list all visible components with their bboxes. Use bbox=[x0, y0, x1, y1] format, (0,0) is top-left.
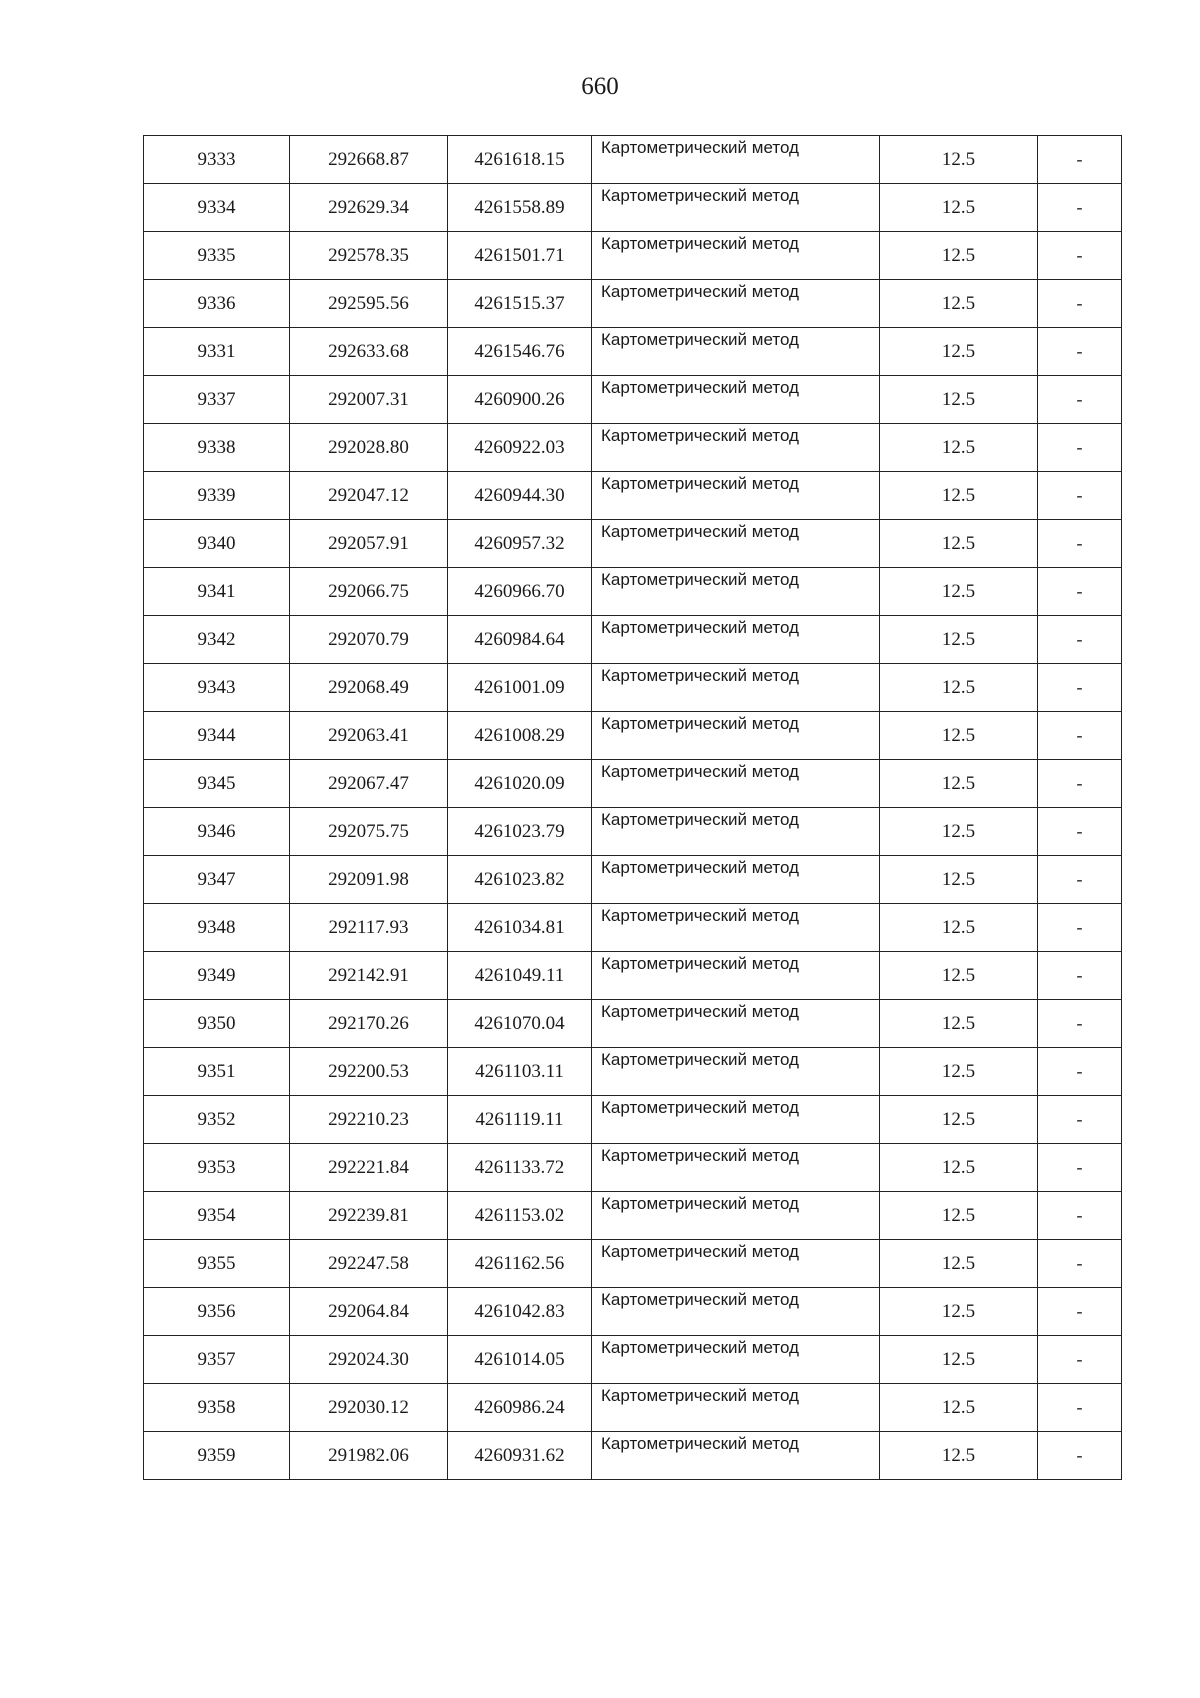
method-cell: Картометрический метод bbox=[592, 1336, 880, 1384]
x-coordinate-cell: 292067.47 bbox=[290, 760, 448, 808]
table-row bbox=[144, 904, 1122, 952]
note-cell: - bbox=[1038, 1144, 1122, 1192]
table-row bbox=[144, 520, 1122, 568]
method-cell: Картометрический метод bbox=[592, 328, 880, 376]
table-row bbox=[144, 808, 1122, 856]
y-coordinate-cell: 4261001.09 bbox=[448, 664, 592, 712]
method-cell: Картометрический метод bbox=[592, 1000, 880, 1048]
accuracy-cell: 12.5 bbox=[880, 472, 1038, 520]
table-row bbox=[144, 664, 1122, 712]
note-cell: - bbox=[1038, 280, 1122, 328]
method-cell: Картометрический метод bbox=[592, 760, 880, 808]
x-coordinate-cell: 292210.23 bbox=[290, 1096, 448, 1144]
method-cell: Картометрический метод bbox=[592, 808, 880, 856]
method-cell: Картометрический метод bbox=[592, 184, 880, 232]
accuracy-cell: 12.5 bbox=[880, 616, 1038, 664]
point-number-cell: 9344 bbox=[144, 712, 290, 760]
point-number-cell: 9351 bbox=[144, 1048, 290, 1096]
method-cell: Картометрический метод bbox=[592, 568, 880, 616]
accuracy-cell: 12.5 bbox=[880, 280, 1038, 328]
point-number-cell: 9333 bbox=[144, 136, 290, 184]
method-cell: Картометрический метод bbox=[592, 1288, 880, 1336]
x-coordinate-cell: 292142.91 bbox=[290, 952, 448, 1000]
coordinates-table bbox=[143, 135, 1122, 1480]
note-cell: - bbox=[1038, 1192, 1122, 1240]
point-number-cell: 9345 bbox=[144, 760, 290, 808]
y-coordinate-cell: 4261023.79 bbox=[448, 808, 592, 856]
method-cell: Картометрический метод bbox=[592, 856, 880, 904]
y-coordinate-cell: 4260931.62 bbox=[448, 1432, 592, 1480]
note-cell: - bbox=[1038, 664, 1122, 712]
y-coordinate-cell: 4261162.56 bbox=[448, 1240, 592, 1288]
y-coordinate-cell: 4261049.11 bbox=[448, 952, 592, 1000]
x-coordinate-cell: 292247.58 bbox=[290, 1240, 448, 1288]
accuracy-cell: 12.5 bbox=[880, 136, 1038, 184]
note-cell: - bbox=[1038, 424, 1122, 472]
table-row bbox=[144, 472, 1122, 520]
x-coordinate-cell: 292633.68 bbox=[290, 328, 448, 376]
x-coordinate-cell: 292057.91 bbox=[290, 520, 448, 568]
point-number-cell: 9358 bbox=[144, 1384, 290, 1432]
note-cell: - bbox=[1038, 136, 1122, 184]
x-coordinate-cell: 292047.12 bbox=[290, 472, 448, 520]
method-cell: Картометрический метод bbox=[592, 376, 880, 424]
method-cell: Картометрический метод bbox=[592, 1192, 880, 1240]
accuracy-cell: 12.5 bbox=[880, 520, 1038, 568]
point-number-cell: 9331 bbox=[144, 328, 290, 376]
method-cell: Картометрический метод bbox=[592, 1240, 880, 1288]
point-number-cell: 9341 bbox=[144, 568, 290, 616]
y-coordinate-cell: 4260922.03 bbox=[448, 424, 592, 472]
table-row bbox=[144, 424, 1122, 472]
note-cell: - bbox=[1038, 1048, 1122, 1096]
x-coordinate-cell: 292200.53 bbox=[290, 1048, 448, 1096]
accuracy-cell: 12.5 bbox=[880, 424, 1038, 472]
x-coordinate-cell: 292221.84 bbox=[290, 1144, 448, 1192]
method-cell: Картометрический метод bbox=[592, 136, 880, 184]
method-cell: Картометрический метод bbox=[592, 472, 880, 520]
point-number-cell: 9340 bbox=[144, 520, 290, 568]
note-cell: - bbox=[1038, 1432, 1122, 1480]
y-coordinate-cell: 4261133.72 bbox=[448, 1144, 592, 1192]
accuracy-cell: 12.5 bbox=[880, 712, 1038, 760]
note-cell: - bbox=[1038, 760, 1122, 808]
accuracy-cell: 12.5 bbox=[880, 760, 1038, 808]
y-coordinate-cell: 4260984.64 bbox=[448, 616, 592, 664]
x-coordinate-cell: 291982.06 bbox=[290, 1432, 448, 1480]
point-number-cell: 9343 bbox=[144, 664, 290, 712]
method-cell: Картометрический метод bbox=[592, 280, 880, 328]
note-cell: - bbox=[1038, 472, 1122, 520]
point-number-cell: 9353 bbox=[144, 1144, 290, 1192]
y-coordinate-cell: 4261153.02 bbox=[448, 1192, 592, 1240]
note-cell: - bbox=[1038, 1096, 1122, 1144]
accuracy-cell: 12.5 bbox=[880, 1240, 1038, 1288]
table-row bbox=[144, 760, 1122, 808]
method-cell: Картометрический метод bbox=[592, 616, 880, 664]
table-row bbox=[144, 328, 1122, 376]
accuracy-cell: 12.5 bbox=[880, 1144, 1038, 1192]
table-row bbox=[144, 1096, 1122, 1144]
table-row bbox=[144, 616, 1122, 664]
y-coordinate-cell: 4261014.05 bbox=[448, 1336, 592, 1384]
point-number-cell: 9342 bbox=[144, 616, 290, 664]
accuracy-cell: 12.5 bbox=[880, 904, 1038, 952]
table-row bbox=[144, 712, 1122, 760]
accuracy-cell: 12.5 bbox=[880, 1432, 1038, 1480]
note-cell: - bbox=[1038, 376, 1122, 424]
x-coordinate-cell: 292170.26 bbox=[290, 1000, 448, 1048]
note-cell: - bbox=[1038, 1336, 1122, 1384]
x-coordinate-cell: 292668.87 bbox=[290, 136, 448, 184]
x-coordinate-cell: 292578.35 bbox=[290, 232, 448, 280]
y-coordinate-cell: 4261515.37 bbox=[448, 280, 592, 328]
point-number-cell: 9350 bbox=[144, 1000, 290, 1048]
table-row bbox=[144, 1048, 1122, 1096]
y-coordinate-cell: 4260986.24 bbox=[448, 1384, 592, 1432]
point-number-cell: 9348 bbox=[144, 904, 290, 952]
note-cell: - bbox=[1038, 856, 1122, 904]
y-coordinate-cell: 4261501.71 bbox=[448, 232, 592, 280]
table-row bbox=[144, 1240, 1122, 1288]
table-row bbox=[144, 952, 1122, 1000]
point-number-cell: 9349 bbox=[144, 952, 290, 1000]
x-coordinate-cell: 292117.93 bbox=[290, 904, 448, 952]
table-row bbox=[144, 568, 1122, 616]
x-coordinate-cell: 292024.30 bbox=[290, 1336, 448, 1384]
point-number-cell: 9337 bbox=[144, 376, 290, 424]
note-cell: - bbox=[1038, 1240, 1122, 1288]
y-coordinate-cell: 4261034.81 bbox=[448, 904, 592, 952]
method-cell: Картометрический метод bbox=[592, 1144, 880, 1192]
method-cell: Картометрический метод bbox=[592, 904, 880, 952]
y-coordinate-cell: 4261546.76 bbox=[448, 328, 592, 376]
note-cell: - bbox=[1038, 904, 1122, 952]
x-coordinate-cell: 292028.80 bbox=[290, 424, 448, 472]
accuracy-cell: 12.5 bbox=[880, 1384, 1038, 1432]
x-coordinate-cell: 292068.49 bbox=[290, 664, 448, 712]
note-cell: - bbox=[1038, 232, 1122, 280]
accuracy-cell: 12.5 bbox=[880, 568, 1038, 616]
point-number-cell: 9346 bbox=[144, 808, 290, 856]
point-number-cell: 9356 bbox=[144, 1288, 290, 1336]
y-coordinate-cell: 4261103.11 bbox=[448, 1048, 592, 1096]
table-row bbox=[144, 1432, 1122, 1480]
method-cell: Картометрический метод bbox=[592, 1384, 880, 1432]
x-coordinate-cell: 292063.41 bbox=[290, 712, 448, 760]
table-row bbox=[144, 376, 1122, 424]
note-cell: - bbox=[1038, 520, 1122, 568]
method-cell: Картометрический метод bbox=[592, 952, 880, 1000]
y-coordinate-cell: 4261023.82 bbox=[448, 856, 592, 904]
accuracy-cell: 12.5 bbox=[880, 1288, 1038, 1336]
note-cell: - bbox=[1038, 184, 1122, 232]
point-number-cell: 9357 bbox=[144, 1336, 290, 1384]
table-row bbox=[144, 232, 1122, 280]
y-coordinate-cell: 4261070.04 bbox=[448, 1000, 592, 1048]
accuracy-cell: 12.5 bbox=[880, 856, 1038, 904]
table-row bbox=[144, 1000, 1122, 1048]
y-coordinate-cell: 4260900.26 bbox=[448, 376, 592, 424]
point-number-cell: 9352 bbox=[144, 1096, 290, 1144]
method-cell: Картометрический метод bbox=[592, 1432, 880, 1480]
note-cell: - bbox=[1038, 712, 1122, 760]
x-coordinate-cell: 292066.75 bbox=[290, 568, 448, 616]
accuracy-cell: 12.5 bbox=[880, 952, 1038, 1000]
y-coordinate-cell: 4260944.30 bbox=[448, 472, 592, 520]
x-coordinate-cell: 292007.31 bbox=[290, 376, 448, 424]
note-cell: - bbox=[1038, 328, 1122, 376]
accuracy-cell: 12.5 bbox=[880, 376, 1038, 424]
accuracy-cell: 12.5 bbox=[880, 664, 1038, 712]
table-row bbox=[144, 1336, 1122, 1384]
accuracy-cell: 12.5 bbox=[880, 232, 1038, 280]
note-cell: - bbox=[1038, 616, 1122, 664]
point-number-cell: 9359 bbox=[144, 1432, 290, 1480]
table-row bbox=[144, 1144, 1122, 1192]
method-cell: Картометрический метод bbox=[592, 1048, 880, 1096]
accuracy-cell: 12.5 bbox=[880, 808, 1038, 856]
point-number-cell: 9354 bbox=[144, 1192, 290, 1240]
x-coordinate-cell: 292595.56 bbox=[290, 280, 448, 328]
point-number-cell: 9335 bbox=[144, 232, 290, 280]
y-coordinate-cell: 4260966.70 bbox=[448, 568, 592, 616]
y-coordinate-cell: 4261618.15 bbox=[448, 136, 592, 184]
method-cell: Картометрический метод bbox=[592, 520, 880, 568]
x-coordinate-cell: 292064.84 bbox=[290, 1288, 448, 1336]
note-cell: - bbox=[1038, 952, 1122, 1000]
page-number: 660 bbox=[581, 73, 619, 100]
table-row bbox=[144, 1288, 1122, 1336]
x-coordinate-cell: 292091.98 bbox=[290, 856, 448, 904]
method-cell: Картометрический метод bbox=[592, 664, 880, 712]
accuracy-cell: 12.5 bbox=[880, 184, 1038, 232]
note-cell: - bbox=[1038, 1288, 1122, 1336]
y-coordinate-cell: 4261008.29 bbox=[448, 712, 592, 760]
method-cell: Картометрический метод bbox=[592, 232, 880, 280]
point-number-cell: 9355 bbox=[144, 1240, 290, 1288]
accuracy-cell: 12.5 bbox=[880, 1048, 1038, 1096]
coordinates-table-body bbox=[144, 136, 1122, 1480]
x-coordinate-cell: 292239.81 bbox=[290, 1192, 448, 1240]
point-number-cell: 9347 bbox=[144, 856, 290, 904]
accuracy-cell: 12.5 bbox=[880, 1336, 1038, 1384]
x-coordinate-cell: 292629.34 bbox=[290, 184, 448, 232]
accuracy-cell: 12.5 bbox=[880, 1192, 1038, 1240]
table-row bbox=[144, 280, 1122, 328]
x-coordinate-cell: 292030.12 bbox=[290, 1384, 448, 1432]
table-row bbox=[144, 856, 1122, 904]
accuracy-cell: 12.5 bbox=[880, 328, 1038, 376]
y-coordinate-cell: 4261558.89 bbox=[448, 184, 592, 232]
note-cell: - bbox=[1038, 1384, 1122, 1432]
y-coordinate-cell: 4261042.83 bbox=[448, 1288, 592, 1336]
accuracy-cell: 12.5 bbox=[880, 1096, 1038, 1144]
y-coordinate-cell: 4261020.09 bbox=[448, 760, 592, 808]
note-cell: - bbox=[1038, 808, 1122, 856]
point-number-cell: 9336 bbox=[144, 280, 290, 328]
method-cell: Картометрический метод bbox=[592, 424, 880, 472]
y-coordinate-cell: 4260957.32 bbox=[448, 520, 592, 568]
point-number-cell: 9334 bbox=[144, 184, 290, 232]
accuracy-cell: 12.5 bbox=[880, 1000, 1038, 1048]
table-row bbox=[144, 184, 1122, 232]
x-coordinate-cell: 292070.79 bbox=[290, 616, 448, 664]
table-row bbox=[144, 1192, 1122, 1240]
x-coordinate-cell: 292075.75 bbox=[290, 808, 448, 856]
method-cell: Картометрический метод bbox=[592, 1096, 880, 1144]
table-row bbox=[144, 136, 1122, 184]
point-number-cell: 9338 bbox=[144, 424, 290, 472]
table-row bbox=[144, 1384, 1122, 1432]
note-cell: - bbox=[1038, 568, 1122, 616]
y-coordinate-cell: 4261119.11 bbox=[448, 1096, 592, 1144]
method-cell: Картометрический метод bbox=[592, 712, 880, 760]
point-number-cell: 9339 bbox=[144, 472, 290, 520]
note-cell: - bbox=[1038, 1000, 1122, 1048]
